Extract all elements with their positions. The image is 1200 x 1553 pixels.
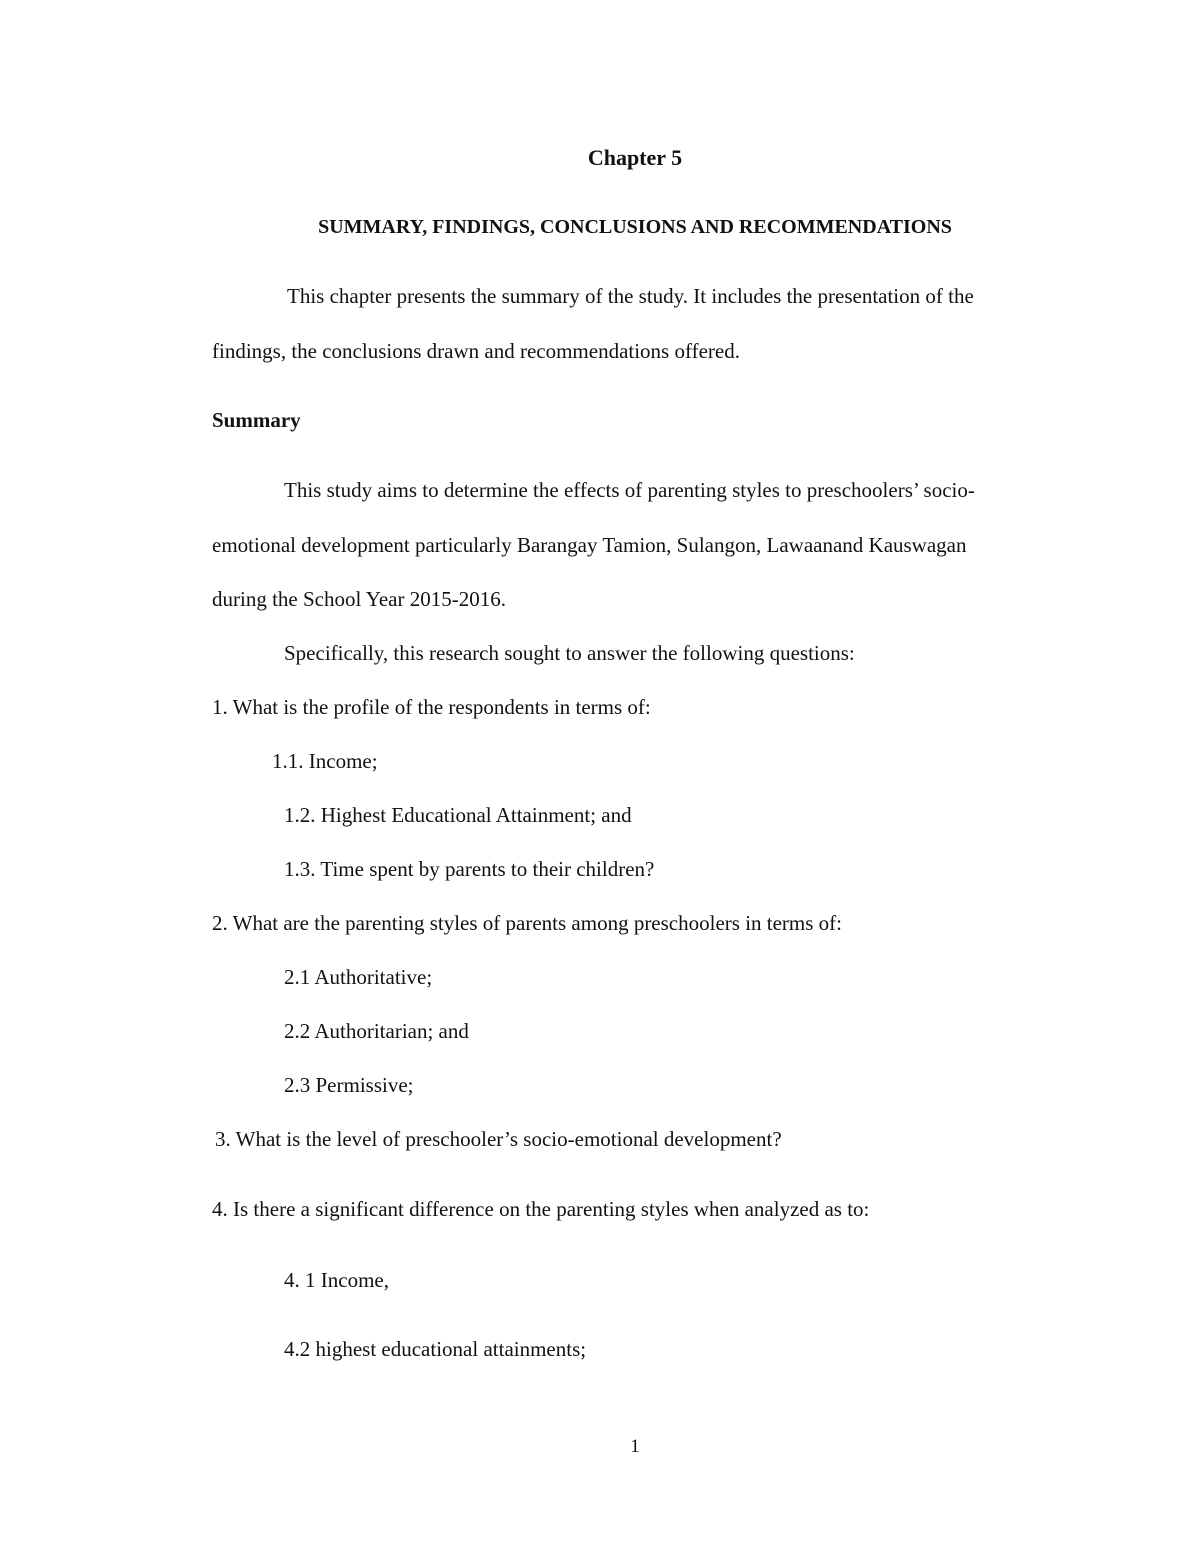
chapter-title: Chapter 5 [587, 145, 683, 170]
question-2: 2. What are the parenting styles of parents among preschoolers in terms of: [212, 911, 843, 935]
intro-line-1: This chapter presents the summary of the study. It includes the presentation of the [287, 284, 974, 308]
question-2-1: 2.1 Authoritative; [284, 965, 433, 989]
summary-line-2: emotional development particularly Barangay Tamion, Sulangon, Lawaanand Kauswagan [212, 533, 967, 557]
question-4-2: 4.2 highest educational attainments; [284, 1337, 587, 1361]
intro-line-2: findings, the conclusions drawn and recommendations offered. [212, 339, 740, 363]
question-1-1: 1.1. Income; [272, 749, 378, 773]
question-1: 1. What is the profile of the respondents in terms of: [212, 695, 651, 719]
page-number: 1 [630, 1436, 640, 1457]
specifically-line: Specifically, this research sought to answer the following questions: [284, 641, 855, 665]
question-2-2: 2.2 Authoritarian; and [284, 1019, 469, 1043]
summary-heading: Summary [212, 408, 301, 432]
question-1-3: 1.3. Time spent by parents to their children? [284, 857, 655, 881]
summary-line-3: during the School Year 2015-2016. [212, 587, 506, 611]
question-1-2: 1.2. Highest Educational Attainment; and [284, 803, 632, 827]
question-2-3: 2.3 Permissive; [284, 1073, 414, 1097]
summary-line-1: This study aims to determine the effects of parenting styles to preschoolers’ socio- [284, 478, 975, 502]
main-heading: SUMMARY, FINDINGS, CONCLUSIONS AND RECOMMENDATIONS [318, 216, 952, 238]
question-4: 4. Is there a significant difference on the parenting styles when analyzed as to: [212, 1197, 870, 1221]
question-3: 3. What is the level of preschooler’s socio-emotional development? [215, 1127, 782, 1151]
question-4-1: 4. 1 Income, [284, 1268, 389, 1292]
